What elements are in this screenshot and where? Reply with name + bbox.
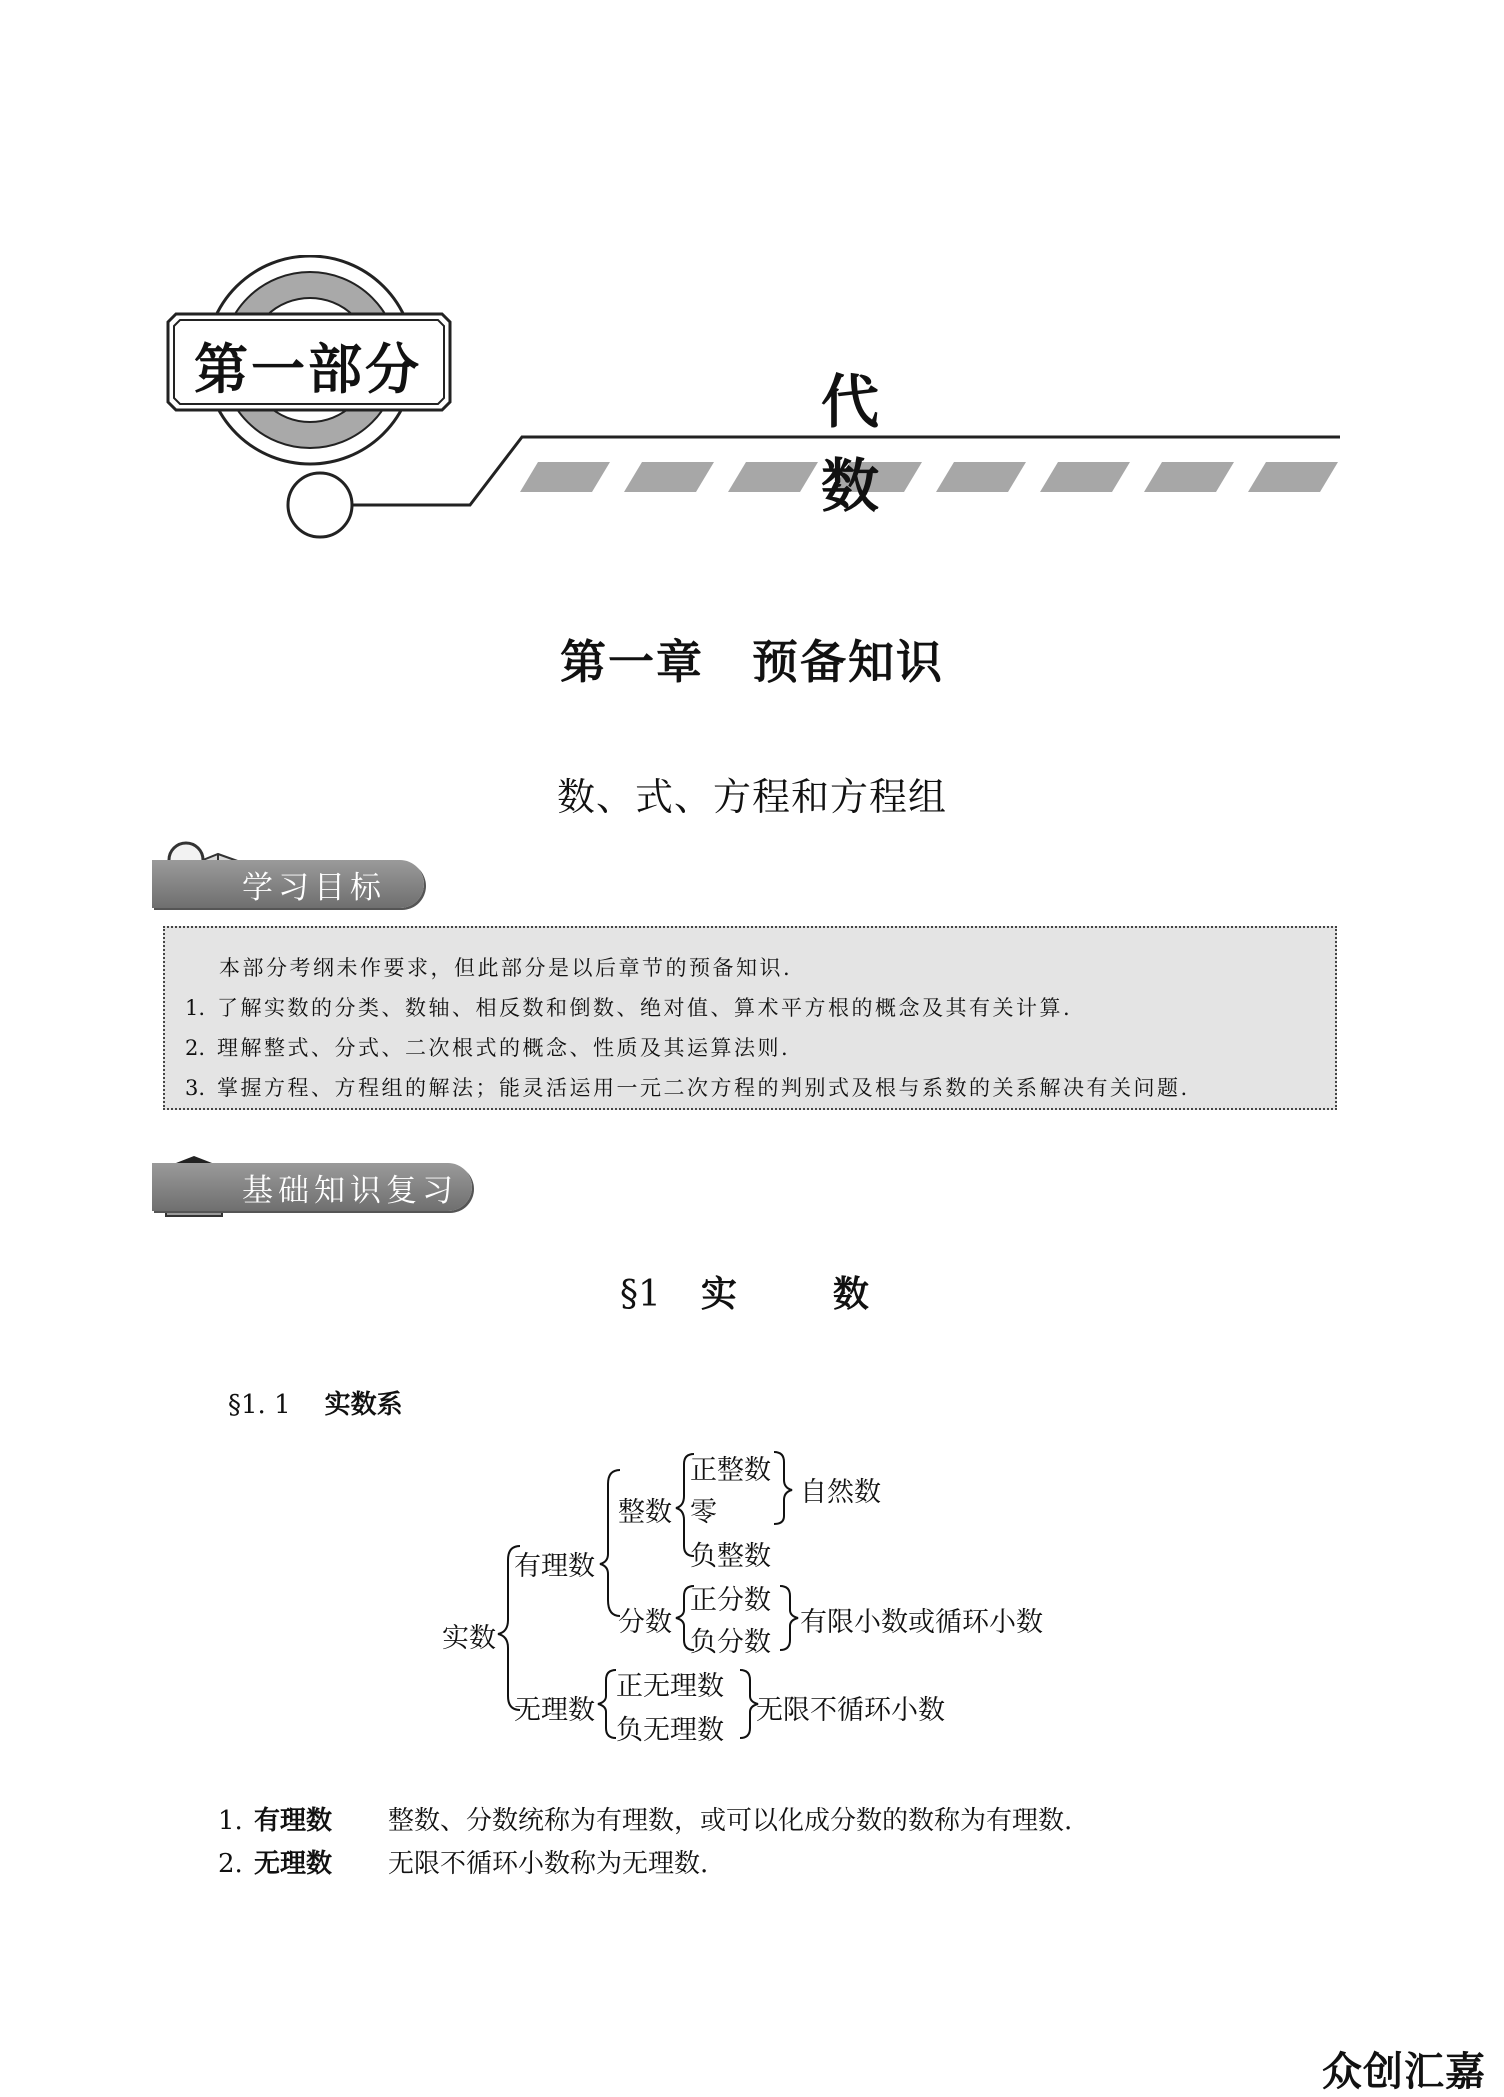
class-negative-integer: 负整数 [690,1541,771,1572]
review-banner-label: 基础知识复习 [242,1172,458,1209]
goal-item: 3. 掌握方程、方程组的解法；能灵活运用一元二次方程的判别式及根与系数的关系解决有关问题. [185,1076,1190,1100]
class-real: 实数 [442,1623,496,1654]
class-fraction-note: 有限小数或循环小数 [800,1607,1043,1638]
class-positive-irrational: 正无理数 [616,1671,724,1702]
class-irrational-note: 无限不循环小数 [756,1695,945,1726]
subsection-title: §1. 1 实数系 [228,1390,403,1420]
goal-item: 2. 理解整式、分式、二次根式的概念、性质及其运算法则. [185,1036,791,1060]
class-rational: 有理数 [514,1551,595,1582]
class-positive-fraction: 正分数 [690,1585,771,1616]
class-negative-fraction: 负分数 [690,1627,771,1658]
chapter-subtitle: 数、式、方程和方程组 [556,775,947,819]
definition-item: 1. 有理数 整数、分数统称为有理数，或可以化成分数的数称为有理数. [218,1806,1073,1836]
part-label: 第一部分 [194,337,422,401]
goal-item: 1. 了解实数的分类、数轴、相反数和倒数、绝对值、算术平方根的概念及其有关计算. [185,996,1073,1020]
class-natural: 自然数 [800,1477,881,1508]
class-irrational: 无理数 [514,1695,595,1726]
class-positive-integer: 正整数 [690,1455,771,1486]
section-title: §1 实数 [620,1273,965,1315]
class-integer: 整数 [618,1497,672,1528]
class-negative-irrational: 负无理数 [616,1715,724,1746]
class-fraction: 分数 [618,1607,672,1638]
goals-intro: 本部分考纲未作要求，但此部分是以后章节的预备知识. [219,956,793,980]
chapter-title: 第一章 预备知识 [560,635,944,689]
definition-item: 2. 无理数 无限不循环小数称为无理数. [218,1849,709,1879]
watermark: 众创汇嘉 [1322,2049,1486,2095]
goals-banner-label: 学习目标 [242,869,386,906]
class-zero: 零 [690,1497,717,1528]
part-title: 代数 [820,368,959,520]
